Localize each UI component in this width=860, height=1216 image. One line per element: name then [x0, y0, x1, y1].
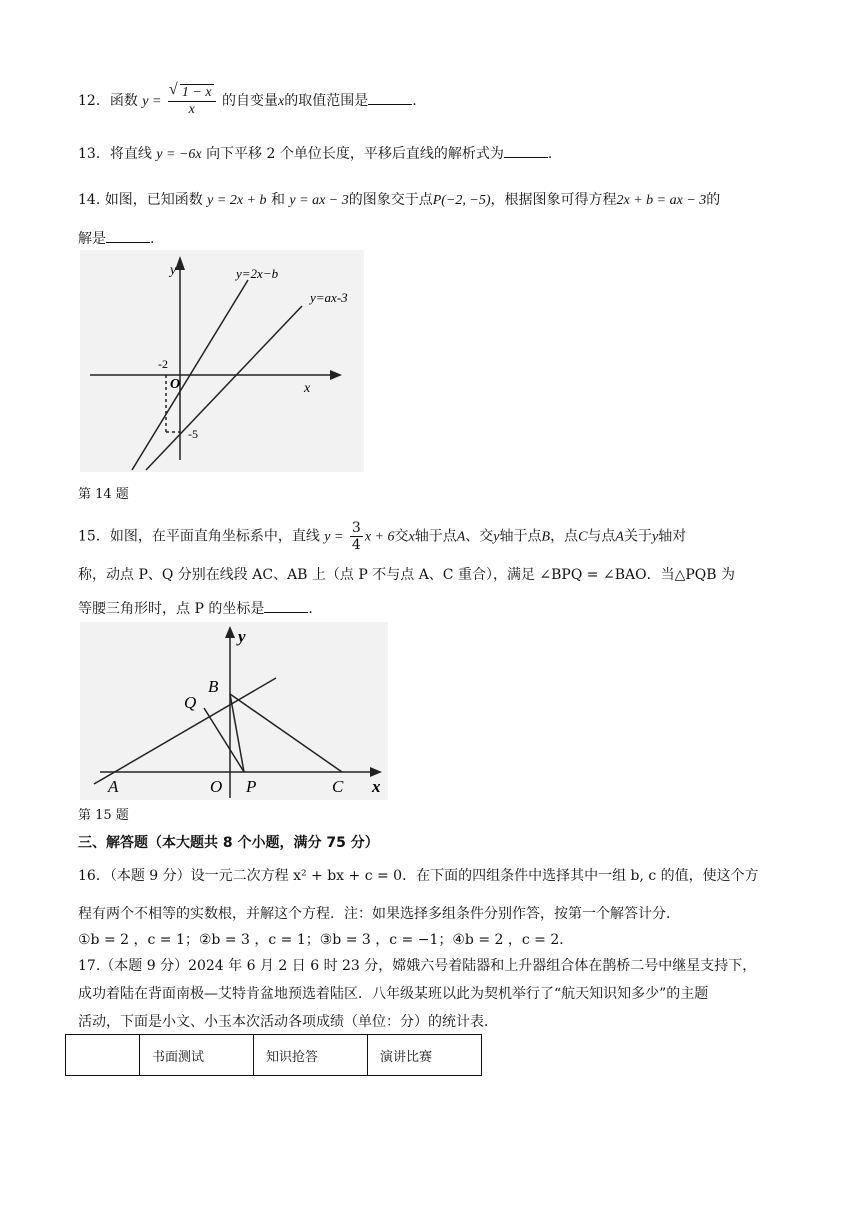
- q15-t12: A: [615, 529, 624, 545]
- fig15-label-b: B: [208, 677, 219, 696]
- fig15-label-q: Q: [184, 693, 197, 712]
- question-17-line2: 成功着陆在背面南极—艾特肯盆地预选着陆区．八年级某班以此为契机举行了“航天知识知多少”的主题: [78, 986, 709, 1002]
- q15-t5: 、交: [465, 528, 494, 545]
- q15-line3: 等腰三角形时，点 P 的坐标是: [78, 601, 265, 617]
- q15-t13: 关于: [623, 528, 652, 545]
- figure-15: [80, 622, 388, 800]
- q15-number: 15．如图，在平面直角坐标系中，直线: [78, 528, 320, 545]
- q13-end: .: [547, 146, 553, 162]
- question-16-line1: 16．（本题 9 分）设一元二次方程 x² + bx + c = 0．在下面的四组条件中选择其中一组 b, c 的值，使这个方: [78, 868, 759, 884]
- q15-t15: 轴对: [658, 528, 687, 545]
- figure-15-background: [80, 622, 388, 800]
- q12-end: .: [412, 93, 417, 109]
- fig14-label-line2: y=ax-3: [310, 290, 348, 305]
- q15-t2: x: [408, 529, 415, 545]
- q13-expr: y = −6x: [156, 147, 202, 162]
- q14-line2-end: .: [150, 231, 155, 247]
- question-15-line3: [78, 598, 313, 619]
- q15-frac-num: 3: [351, 520, 361, 536]
- q14-eq: 2x + b = ax − 3: [616, 193, 707, 208]
- fig15-label-c: C: [332, 777, 344, 796]
- q14-mid: 的图象交于点: [348, 192, 433, 208]
- figure-14-caption: 第 14 题: [78, 487, 129, 502]
- q15-t4: A: [456, 529, 466, 545]
- q14-line2: 解是: [78, 231, 106, 247]
- fig14-label-x: x: [304, 381, 311, 396]
- question-17-line3: 活动，下面是小文、小玉本次活动各项成绩（单位：分）的统计表．: [78, 1014, 498, 1030]
- q15-answer-blank[interactable]: [264, 598, 308, 613]
- table-header-empty: [66, 1035, 140, 1076]
- q15-frac-den: 4: [351, 537, 361, 553]
- fig14-label-neg2: -2: [158, 357, 168, 371]
- q13-number: 13．将直线: [78, 146, 152, 162]
- q15-line3-end: .: [308, 601, 313, 617]
- question-14: [78, 190, 720, 211]
- q15-fraction: [350, 520, 363, 553]
- figure-15-caption: 第 15 题: [78, 808, 129, 823]
- q15-t11: 与点: [587, 528, 616, 545]
- question-13: [78, 143, 552, 165]
- q13-answer-blank[interactable]: [504, 143, 548, 158]
- q12-answer-blank[interactable]: [368, 90, 412, 105]
- q14-and: 和: [270, 192, 285, 208]
- fig15-label-o: O: [210, 777, 223, 796]
- fig15-label-a: A: [108, 777, 119, 796]
- q12-numerator: √ 1 − x: [180, 84, 214, 101]
- question-16-line2: 程有两个不相等的实数根，并解这个方程．注：如果选择多组条件分别作答，按第一个解答计分．: [78, 906, 680, 922]
- q12-var: x: [278, 94, 285, 109]
- q13-tail: 向下平移 2 个单位长度，平移后直线的解析式为: [206, 146, 504, 162]
- q15-t7: 轴于点: [499, 528, 542, 545]
- fig14-label-line1: y=2x−b: [236, 266, 279, 281]
- fig15-label-x: x: [372, 777, 381, 796]
- table-header-written-test: 书面测试: [140, 1035, 254, 1076]
- fig15-label-p: P: [246, 777, 257, 796]
- figure-14-background: [80, 250, 364, 472]
- question-15-line2: 称，动点 P、Q 分别在线段 AC、AB 上（点 P 不与点 A、C 重合），满足 ∠BPQ = ∠BAO．当△PQB 为: [78, 567, 735, 583]
- q12-fraction: [168, 84, 216, 118]
- q14-f1: y = 2x + b: [207, 193, 267, 208]
- question-12: [78, 84, 417, 118]
- q12-number: 12．函数: [78, 93, 138, 109]
- q15-t8: B: [541, 529, 551, 545]
- q15-lhs: y =: [324, 529, 344, 545]
- q12-tail2: 的取值范围是: [284, 93, 369, 109]
- table-header-row: [66, 1035, 482, 1076]
- q14-end: 的: [706, 192, 721, 208]
- table-header-quick-answer: 知识抢答: [254, 1035, 368, 1076]
- q12-lhs: y =: [142, 94, 162, 109]
- q14-number: 14. 如图，已知函数: [78, 192, 203, 208]
- q15-t10: C: [578, 529, 588, 545]
- question-16-line3: ①b = 2 ，c = 1；②b = 3 ，c = 1；③b = 3 ，c = −1；④b = 2 ，c = 2．: [78, 932, 574, 948]
- section-3-heading: 三、解答题（本大题共 8 个小题，满分 75 分）: [78, 835, 379, 851]
- q14-point: P(−2, −5): [432, 193, 491, 208]
- q17-score-table: [65, 1034, 482, 1076]
- q12-tail: 的自变量: [222, 93, 279, 109]
- question-14-line2: [78, 228, 154, 249]
- fig15-label-y: y: [238, 627, 246, 646]
- question-17-line1: 17.（本题 9 分）2024 年 6 月 2 日 6 时 23 分，嫦娥六号着陆器和上升器组合体在鹊桥二号中继星支持下，: [78, 958, 757, 974]
- fig14-label-neg5: -5: [188, 427, 198, 441]
- q12-denominator: x: [188, 102, 195, 117]
- fig14-label-y: y: [170, 263, 177, 278]
- figure-14: [80, 250, 364, 472]
- q15-rhs: x + 6: [364, 529, 395, 545]
- q15-t6: y: [493, 529, 500, 545]
- q15-t3: 轴于点: [414, 528, 457, 545]
- q15-t14: y: [651, 529, 659, 545]
- table-header-speech: 演讲比赛: [368, 1035, 482, 1076]
- question-15: [78, 520, 686, 553]
- q14-f2: y = ax − 3: [289, 193, 349, 208]
- q14-mid2: ，根据图象可得方程: [490, 192, 617, 208]
- q14-answer-blank[interactable]: [106, 228, 150, 243]
- q15-t9: ，点: [550, 528, 579, 545]
- fig14-label-o: O: [170, 377, 181, 392]
- q15-t1: 交: [394, 528, 409, 545]
